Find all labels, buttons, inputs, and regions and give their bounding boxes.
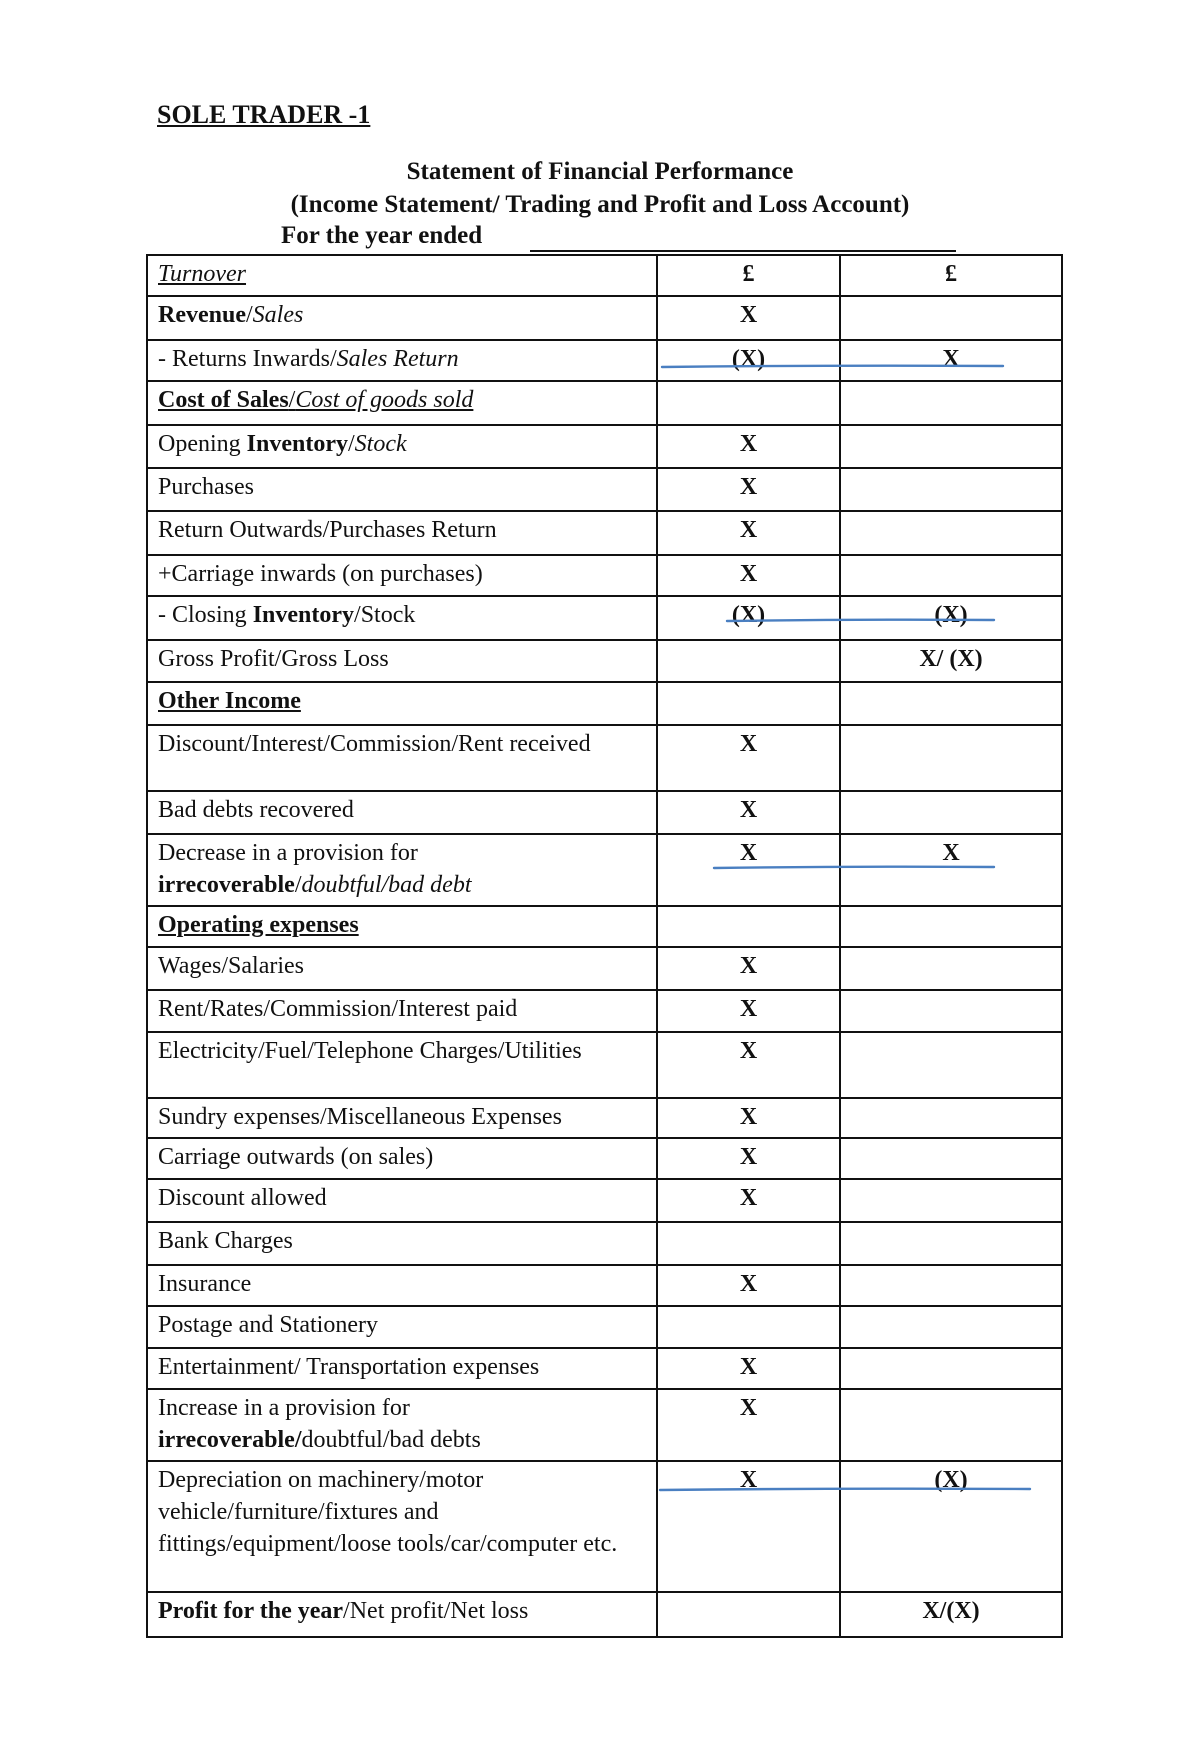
table-row <box>147 1138 1062 1179</box>
row-label <box>147 906 657 947</box>
table-row <box>147 1222 1062 1265</box>
row-label-text: Entertainment/ Transportation expenses <box>158 1354 540 1380</box>
amount-cell-col2 <box>840 1032 1062 1098</box>
row-label <box>147 1389 657 1461</box>
amount-cell-col1: X <box>657 1138 840 1179</box>
row-label-text: Cost of goods sold <box>295 387 474 413</box>
table-row <box>147 596 1062 640</box>
table-row <box>147 906 1062 947</box>
row-label-text: Profit for the year <box>158 1598 344 1624</box>
row-label <box>147 381 657 425</box>
table-row <box>147 468 1062 511</box>
amount-cell-col2: (X) <box>840 1461 1062 1592</box>
row-label <box>147 468 657 511</box>
table-row <box>147 1032 1062 1098</box>
table-row <box>147 1592 1062 1637</box>
row-label <box>147 791 657 834</box>
amount-cell-col1 <box>657 1592 840 1637</box>
amount-cell-col1: X <box>657 1098 840 1138</box>
amount-cell-col2 <box>840 381 1062 425</box>
row-label-text: Sundry expenses/Miscellaneous Expenses <box>158 1104 562 1130</box>
row-label-text: Bad debts recovered <box>158 797 354 823</box>
amount-cell-col2 <box>840 1389 1062 1461</box>
row-label-text: - Returns Inwards/ <box>158 346 337 372</box>
table-row <box>147 834 1062 906</box>
table-row <box>147 640 1062 682</box>
amount-cell-col1: (X) <box>657 596 840 640</box>
amount-cell-col1: X <box>657 1461 840 1592</box>
amount-cell-col1: X <box>657 791 840 834</box>
table-row <box>147 255 1062 296</box>
row-label <box>147 1348 657 1389</box>
amount-cell-col1: X <box>657 947 840 990</box>
table-row <box>147 1098 1062 1138</box>
amount-cell-col1: X <box>657 511 840 555</box>
row-label-text: Insurance <box>158 1271 252 1297</box>
row-label <box>147 1461 657 1592</box>
amount-cell-col2: X/ (X) <box>840 640 1062 682</box>
row-label-text: Carriage outwards (on sales) <box>158 1144 434 1170</box>
amount-cell-col1: X <box>657 425 840 468</box>
row-label <box>147 725 657 791</box>
row-label-text: Discount/Interest/Commission/Rent received <box>158 731 591 757</box>
income-statement-body <box>147 255 1062 1637</box>
amount-cell-col2 <box>840 1265 1062 1306</box>
amount-cell-col1: (X) <box>657 340 840 381</box>
table-row <box>147 725 1062 791</box>
row-label-text: Decrease in a provision for <box>158 840 418 866</box>
amount-cell-col2 <box>840 682 1062 725</box>
amount-cell-col1 <box>657 381 840 425</box>
amount-cell-col2 <box>840 1179 1062 1222</box>
table-row <box>147 1389 1062 1461</box>
table-row <box>147 791 1062 834</box>
amount-cell-col1: X <box>657 1348 840 1389</box>
row-label-text: Stock <box>354 431 407 457</box>
amount-cell-col2: X <box>840 834 1062 906</box>
row-label-text: / <box>288 387 296 413</box>
row-label-text: Operating expenses <box>158 912 359 938</box>
amount-cell-col1: £ <box>657 255 840 296</box>
amount-cell-col1: X <box>657 1389 840 1461</box>
table-row <box>147 425 1062 468</box>
amount-cell-col2 <box>840 1348 1062 1389</box>
row-label-text: Other Income <box>158 688 301 714</box>
row-label-text: irrecoverable/ <box>158 1427 302 1453</box>
table-row <box>147 682 1062 725</box>
row-label-text: Sales Return <box>336 346 459 372</box>
amount-cell-col2 <box>840 468 1062 511</box>
row-label <box>147 834 657 906</box>
table-row <box>147 381 1062 425</box>
document-title: SOLE TRADER -1 <box>157 100 371 129</box>
row-label <box>147 255 657 296</box>
amount-cell-col1: X <box>657 725 840 791</box>
row-label-text: / <box>245 302 253 328</box>
row-label <box>147 425 657 468</box>
row-label <box>147 1222 657 1265</box>
amount-cell-col2 <box>840 990 1062 1032</box>
table-row <box>147 555 1062 596</box>
income-statement-table <box>146 254 1063 1638</box>
row-label-text: Turnover <box>158 261 247 287</box>
amount-cell-col1: X <box>657 468 840 511</box>
row-label-text: Purchases <box>158 474 254 500</box>
row-label-text: /Stock <box>354 602 416 628</box>
year-ended-blank-line[interactable] <box>530 250 956 252</box>
row-label-text: Electricity/Fuel/Telephone Charges/Utilities <box>158 1038 582 1064</box>
row-label-text: Inventory <box>246 431 348 457</box>
row-label-text: Discount allowed <box>158 1185 327 1211</box>
amount-cell-col1: X <box>657 555 840 596</box>
row-label-text: Wages/Salaries <box>158 953 305 979</box>
amount-cell-col1: X <box>657 990 840 1032</box>
table-row <box>147 1179 1062 1222</box>
row-label-text: Rent/Rates/Commission/Interest paid <box>158 996 518 1022</box>
table-row <box>147 340 1062 381</box>
row-label-text: Bank Charges <box>158 1228 293 1254</box>
amount-cell-col2: X <box>840 340 1062 381</box>
row-label <box>147 511 657 555</box>
row-label <box>147 947 657 990</box>
row-label-text: Postage and Stationery <box>158 1312 378 1338</box>
row-label <box>147 596 657 640</box>
table-row <box>147 296 1062 340</box>
row-label-text: doubtful/bad debt <box>301 872 472 898</box>
row-label <box>147 682 657 725</box>
row-label-text: Cost of Sales <box>158 387 289 413</box>
amount-cell-col2 <box>840 1138 1062 1179</box>
statement-title: Statement of Financial Performance <box>406 158 794 185</box>
row-label-text: Sales <box>252 302 304 328</box>
amount-cell-col2 <box>840 1098 1062 1138</box>
row-label <box>147 1306 657 1348</box>
amount-cell-col1 <box>657 1222 840 1265</box>
table-row <box>147 947 1062 990</box>
amount-cell-col2: £ <box>840 255 1062 296</box>
amount-cell-col2 <box>840 296 1062 340</box>
amount-cell-col2 <box>840 1306 1062 1348</box>
row-label-text: / <box>294 872 302 898</box>
amount-cell-col1 <box>657 682 840 725</box>
row-label-text: Gross Profit/Gross Loss <box>158 646 389 672</box>
amount-cell-col1: X <box>657 296 840 340</box>
amount-cell-col1: X <box>657 1179 840 1222</box>
amount-cell-col1 <box>657 640 840 682</box>
amount-cell-col1 <box>657 906 840 947</box>
table-row <box>147 511 1062 555</box>
amount-cell-col2 <box>840 1222 1062 1265</box>
amount-cell-col2 <box>840 425 1062 468</box>
row-label-text: Revenue <box>158 302 246 328</box>
row-label-text: Return Outwards/Purchases Return <box>158 517 497 543</box>
row-label <box>147 1138 657 1179</box>
row-label <box>147 1098 657 1138</box>
row-label-text: doubtful/bad debts <box>301 1427 481 1453</box>
table-row <box>147 1461 1062 1592</box>
row-label-text: Increase in a provision for <box>158 1395 410 1421</box>
amount-cell-col2 <box>840 906 1062 947</box>
row-label-text: /Net profit/Net loss <box>343 1598 529 1624</box>
amount-cell-col1: X <box>657 834 840 906</box>
row-label <box>147 990 657 1032</box>
amount-cell-col2 <box>840 725 1062 791</box>
table-row <box>147 990 1062 1032</box>
row-label-text: Opening <box>158 431 247 457</box>
row-label <box>147 1265 657 1306</box>
row-label <box>147 555 657 596</box>
row-label-text: irrecoverable <box>158 872 295 898</box>
row-label-text: +Carriage inwards (on purchases) <box>158 561 483 587</box>
row-label-text: - Closing <box>158 602 253 628</box>
row-label <box>147 1592 657 1637</box>
amount-cell-col2 <box>840 511 1062 555</box>
amount-cell-col2 <box>840 555 1062 596</box>
amount-cell-col1: X <box>657 1032 840 1098</box>
year-ended-label: For the year ended <box>281 222 483 249</box>
amount-cell-col2 <box>840 947 1062 990</box>
amount-cell-col2: X/(X) <box>840 1592 1062 1637</box>
row-label-text: Depreciation on machinery/motor vehicle/furniture/fixtures and fittings/equipment/loose tools/car/computer etc. <box>158 1467 618 1557</box>
amount-cell-col2 <box>840 791 1062 834</box>
row-label <box>147 340 657 381</box>
statement-subtitle: (Income Statement/ Trading and Profit and Loss Account) <box>290 191 910 218</box>
table-row <box>147 1306 1062 1348</box>
amount-cell-col1: X <box>657 1265 840 1306</box>
row-label <box>147 640 657 682</box>
row-label <box>147 1179 657 1222</box>
row-label-text: Inventory <box>252 602 355 628</box>
row-label-text: / <box>348 431 355 457</box>
amount-cell-col1 <box>657 1306 840 1348</box>
row-label <box>147 1032 657 1098</box>
row-label <box>147 296 657 340</box>
table-row <box>147 1265 1062 1306</box>
table-row <box>147 1348 1062 1389</box>
amount-cell-col2: (X) <box>840 596 1062 640</box>
